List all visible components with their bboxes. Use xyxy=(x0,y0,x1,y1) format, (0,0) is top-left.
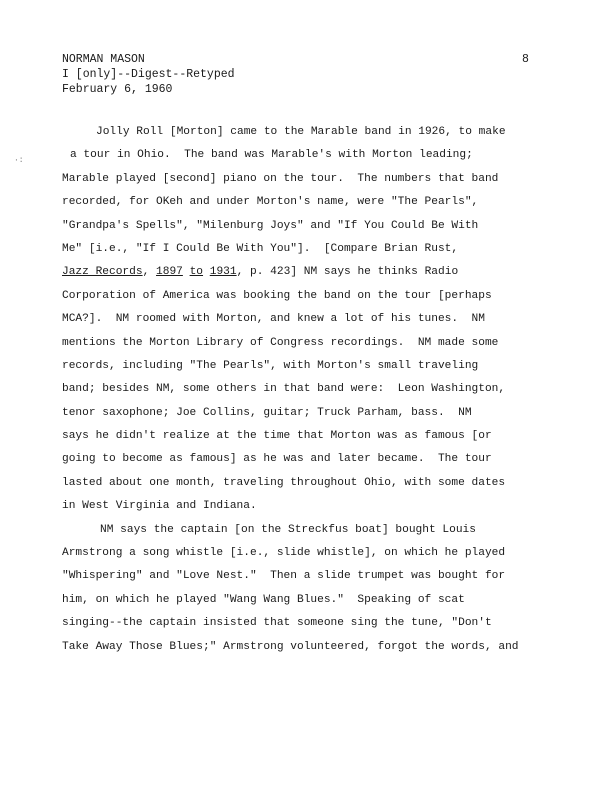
underlined-to: to xyxy=(189,266,204,279)
text-line: in West Virginia and Indiana. xyxy=(62,500,257,513)
text-line: NM says the captain [on the Streckfus boat] bought Louis xyxy=(100,523,476,536)
text-line: Take Away Those Blues;" Armstrong volunteered, forgot the words, and xyxy=(62,640,519,653)
text-line-citation xyxy=(62,261,572,284)
header-subtitle: I [only]--Digest--Retyped xyxy=(62,68,235,81)
text-line: lasted about one month, traveling throughout Ohio, with some dates xyxy=(62,476,506,489)
text-line: records, including "The Pearls", with Morton's small traveling xyxy=(62,359,479,372)
text-line: says he didn't realize at the time that Morton was as famous [or xyxy=(62,430,492,443)
page-number: 8 xyxy=(522,53,529,66)
citation-rest: , p. 423] NM says he thinks Radio xyxy=(236,266,459,279)
underlined-title: Jazz Records xyxy=(62,266,143,279)
text-line: Armstrong a song whistle [i.e., slide whistle], on which he played xyxy=(62,547,506,560)
text-line: going to become as famous] as he was and later became. The tour xyxy=(62,453,492,466)
underlined-year: 1931 xyxy=(209,266,237,279)
separator-text xyxy=(203,266,210,278)
document-body xyxy=(62,121,572,659)
text-line: him, on which he played "Wang Wang Blues." Speaking of scat xyxy=(62,593,465,606)
text-line: Jolly Roll [Morton] came to the Marable band in 1926, to make xyxy=(96,126,506,138)
text-line: Marable played [second] piano on the tour. The numbers that band xyxy=(62,172,499,185)
margin-mark: ·: xyxy=(14,156,24,165)
text-line: "Whispering" and "Love Nest." Then a slide trumpet was bought for xyxy=(62,570,506,583)
text-line: MCA?]. NM roomed with Morton, and knew a lot of his tunes. NM xyxy=(62,313,485,326)
text-line: Me" [i.e., "If I Could Be With You"]. [Compare Brian Rust, xyxy=(62,242,459,255)
text-line: singing--the captain insisted that someone sing the tune, "Don't xyxy=(62,617,492,630)
underlined-year: 1897 xyxy=(156,266,183,279)
text-line: band; besides NM, some others in that band were: Leon Washington, xyxy=(62,383,506,396)
header-date: February 6, 1960 xyxy=(62,83,173,96)
text-line: recorded, for OKeh and under Morton's name, were "The Pearls", xyxy=(62,196,479,209)
header-name: NORMAN MASON xyxy=(62,53,145,66)
text-line: mentions the Morton Library of Congress recordings. NM made some xyxy=(62,336,499,349)
separator-text: , xyxy=(142,266,157,279)
text-line: "Grandpa's Spells", "Milenburg Joys" and "If You Could Be With xyxy=(62,219,479,232)
separator-text xyxy=(183,266,190,278)
text-line: a tour in Ohio. The band was Marable's with Morton leading; xyxy=(70,149,473,162)
document-header xyxy=(62,52,235,97)
text-line: Corporation of America was booking the band on the tour [perhaps xyxy=(62,289,492,302)
text-line: tenor saxophone; Joe Collins, guitar; Truck Parham, bass. NM xyxy=(62,406,472,419)
